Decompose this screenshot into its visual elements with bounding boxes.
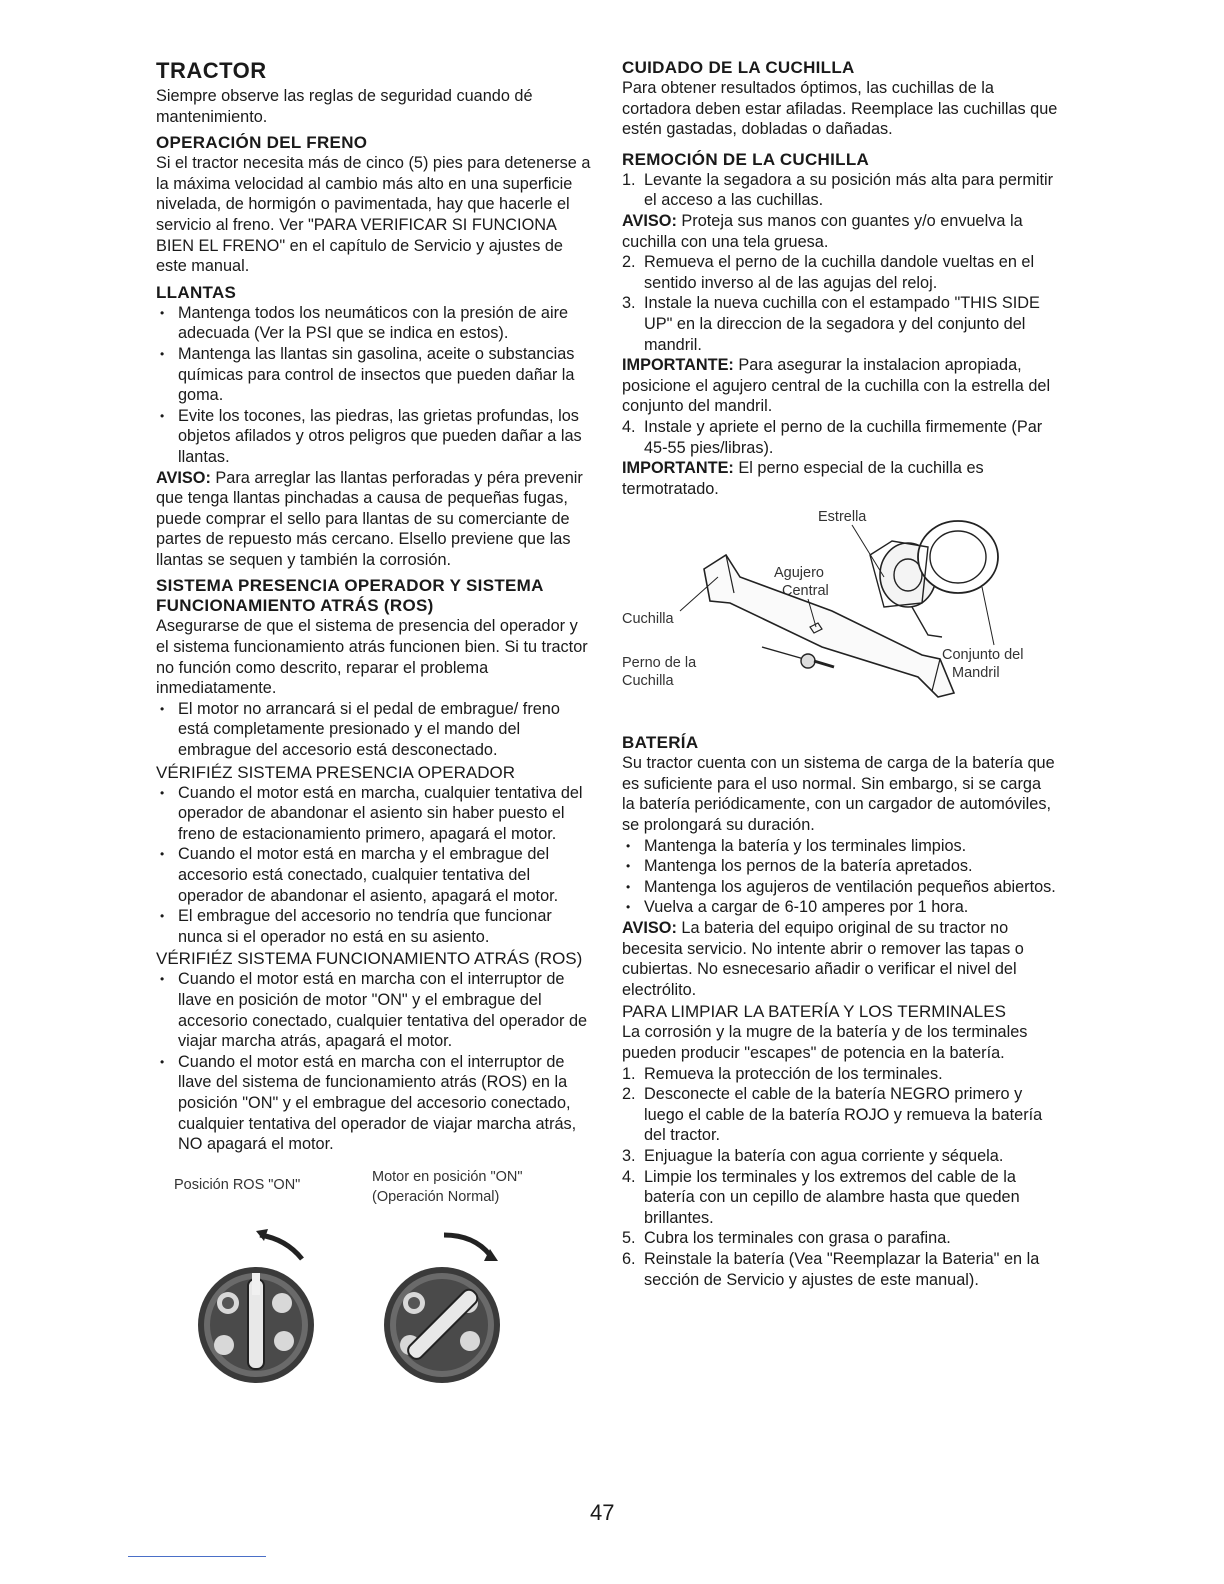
label-hole-1: Agujero: [774, 565, 824, 582]
list-item: • Cuando el motor está en marcha y el embrague del accesorio está conectado, cualquier tentativa del operador de abandonar el asiento, apagará el motor.: [156, 844, 592, 906]
list-item: • Cuando el motor está en marcha, cualquier tentativa del operador de abandonar el asiento sin haber puesto el freno de estacionamiento primero, apagará el motor.: [156, 783, 592, 845]
battery-text: Su tractor cuenta con un sistema de carga de la batería que es suficiente para el uso normal. Sin embargo, si se carga la batería periódicamente, con un cargador de automóviles, se prolongará su duración.: [622, 754, 1055, 835]
blade-removal-steps-c: [622, 417, 1058, 458]
list-item: • El embrague del accesorio no tendría que funcionar nunca si el operador no está en su asiento.: [156, 906, 592, 947]
important-note-2: IMPORTANTE: El perno especial de la cuchilla es termotratado.: [622, 459, 984, 498]
list-item: • Mantenga los pernos de la batería apretados.: [622, 856, 1058, 877]
list-item: • Cuando el motor está en marcha con el interruptor de llave del sistema de funcionamiento atrás (ROS) en la posición "ON" y el embrague del accesorio conectado, cualquier tentativa del operador de viajar marcha atrás, NO apagará el motor.: [156, 1052, 592, 1155]
blade-care-text: Para obtener resultados óptimos, las cuchillas de la cortadora deben estar afiladas. Reemplace las cuchillas que estén gastadas, dobladas o dañadas.: [622, 79, 1058, 139]
list-item: • Evite los tocones, las piedras, las grietas profundas, los objetos afilados y otros peligros que pueden dañar a las llantas.: [156, 406, 592, 468]
notice-label: AVISO:: [156, 468, 211, 487]
verify-operator-list: [156, 783, 592, 948]
verify-ros-heading: VÉRIFIÉZ SISTEMA FUNCIONAMIENTO ATRÁS (ROS): [156, 949, 583, 969]
list-item: 4. Instale y apriete el perno de la cuchilla firmemente (Par 45-55 pies/libras).: [622, 417, 1043, 457]
list-item: 2. Remueva el perno de la cuchilla dandole vueltas en el sentido inverso al de las agujas del reloj.: [622, 253, 1035, 292]
list-item: • Mantenga los agujeros de ventilación pequeños abiertos.: [622, 877, 1058, 898]
list-item: 3. Instale la nueva cuchilla con el estampado "THIS SIDE UP" en la direccion de la segadora y del conjunto del mandril.: [622, 294, 1040, 354]
blade-diagram: [622, 507, 1058, 727]
list-item: 5. Cubra los terminales con grasa o parafina.: [622, 1229, 951, 1248]
tractor-intro: Siempre observe las reglas de seguridad cuando dé mantenimiento.: [156, 87, 533, 126]
label-spindle-1: Conjunto del: [942, 647, 1024, 664]
tractor-heading: TRACTOR: [156, 58, 267, 83]
battery-notice: AVISO: La bateria del equipo original de su tractor no becesita servicio. No intente abrir o remover las tapas o cubiertas. No esnecesario añadir o verificar el nivel del electrólito.: [622, 919, 1024, 999]
right-column: [622, 58, 1058, 1290]
key-switch-ros-icon: [198, 1229, 314, 1383]
label-hole-2: Central: [782, 583, 829, 600]
list-item: 6. Reinstale la batería (Vea "Reemplazar la Bateria" en la sección de Servicio y ajustes de este manual).: [622, 1249, 1040, 1289]
blade-assembly-drawing: [622, 507, 1058, 727]
list-item: 3. Enjuague la batería con agua corriente y séquela.: [622, 1146, 1004, 1165]
tires-heading: LLANTAS: [156, 282, 237, 302]
list-item: • Vuelva a cargar de 6-10 amperes por 1 hora.: [622, 897, 1058, 918]
notice-text: Para arreglar las llantas perforadas y péra prevenir que tenga llantas pinchadas a causa de pequeñas fugas, puede comprar el sello para llantas de su comerciante de partes de repuesto más cercano. Elsello previene que las llantas se sequen y también la corrosión.: [156, 468, 583, 569]
label-blade: Cuchilla: [622, 611, 674, 628]
clean-battery-heading: PARA LIMPIAR LA BATERÍA Y LOS TERMINALES: [622, 1002, 1006, 1022]
important-note-1: IMPORTANTE: Para asegurar la instalacion apropiada, posicione el agujero central de la cuchilla con la estrella del conjunto del mandril.: [622, 356, 1051, 416]
list-item: 1. Remueva la protección de los terminales.: [622, 1064, 943, 1083]
label-bolt-2: Cuchilla: [622, 673, 674, 690]
blade-removal-steps-a: [622, 170, 1058, 211]
label-spindle-2: Mandril: [952, 665, 1000, 682]
label-bolt-1: Perno de la: [622, 655, 697, 672]
list-item: 4. Limpie los terminales y los extremos del cable de la batería con un cepillo de alambre hasta que queden brillantes.: [622, 1167, 1020, 1227]
list-item: • El motor no arrancará si el pedal de embrague/ freno está completamente presionado y el mando del embrague del accesorio está desconectado.: [156, 699, 592, 761]
blade-removal-steps-b: [622, 252, 1058, 355]
tires-notice: [156, 468, 592, 571]
blade-removal-heading: REMOCIÓN DE LA CUCHILLA: [622, 149, 870, 169]
key-switch-figure: [156, 1168, 592, 1393]
list-item: • Mantenga las llantas sin gasolina, aceite o substancias químicas para control de insectos que pueden dañar la goma.: [156, 344, 592, 406]
left-column: [156, 58, 592, 1393]
key-label-motor: Motor en posición "ON": [372, 1168, 523, 1185]
label-star: Estrella: [818, 509, 867, 526]
key-switch-motor-icon: [384, 1235, 500, 1383]
list-item: 1. Levante la segadora a su posición más alta para permitir el acceso a las cuchillas.: [622, 170, 1054, 210]
ros-text: Asegurarse de que el sistema de presencia del operador y el sistema funcionamiento atrás funcionen bien. Si tu tractor no función como descrito, reparar el problema inmediatamente.: [156, 617, 588, 698]
ros-heading: SISTEMA PRESENCIA OPERADOR Y SISTEMA FUNCIONAMIENTO ATRÁS (ROS): [156, 576, 544, 616]
brake-text: Si el tractor necesita más de cinco (5) pies para detenerse a la máxima velocidad al cambio más alto en una superficie nivelada, de hormigón o pavimentada, hay que hacerle el servicio al freno. Ver "PARA VERIFICAR SI FUNCIONA BIEN EL FRENO" en el capítulo de Servicio y ajustes de este manual.: [156, 154, 591, 276]
battery-heading: BATERÍA: [622, 733, 699, 753]
brake-heading: OPERACIÓN DEL FRENO: [156, 133, 368, 153]
page-number: 47: [590, 1500, 615, 1525]
clean-battery-steps: [622, 1064, 1058, 1291]
list-item: • Mantenga todos los neumáticos con la presión de aire adecuada (Ver la PSI que se indica en estos).: [156, 303, 592, 344]
verify-ros-list: [156, 969, 592, 1154]
clean-battery-text: La corrosión y la mugre de la batería y de los terminales pueden producir "escapes" de potencia en la batería.: [622, 1023, 1028, 1062]
tires-list: [156, 303, 592, 468]
key-label-ros: Posición ROS "ON": [174, 1176, 301, 1193]
list-item: 2. Desconecte el cable de la batería NEGRO primero y luego el cable de la batería ROJO y remueva la batería del tractor.: [622, 1085, 1043, 1145]
blade-care-heading: CUIDADO DE LA CUCHILLA: [622, 58, 855, 77]
key-label-normal: (Operación Normal): [372, 1188, 500, 1205]
key-switch-drawings: [156, 1213, 592, 1393]
list-item: • Mantenga la batería y los terminales limpios.: [622, 836, 1058, 857]
list-item: • Cuando el motor está en marcha con el interruptor de llave en posición de motor "ON" y el embrague del accesorio conectado, cualquier tentativa del operador de viajar marcha atrás, apagará el motor.: [156, 969, 592, 1051]
verify-operator-heading: VÉRIFIÉZ SISTEMA PRESENCIA OPERADOR: [156, 762, 515, 782]
battery-list: [622, 836, 1058, 918]
blade-notice: AVISO: Proteja sus manos con guantes y/o envuelva la cuchilla con una tela gruesa.: [622, 211, 1023, 251]
footer-line: [128, 1556, 266, 1557]
ros-list: [156, 699, 592, 761]
